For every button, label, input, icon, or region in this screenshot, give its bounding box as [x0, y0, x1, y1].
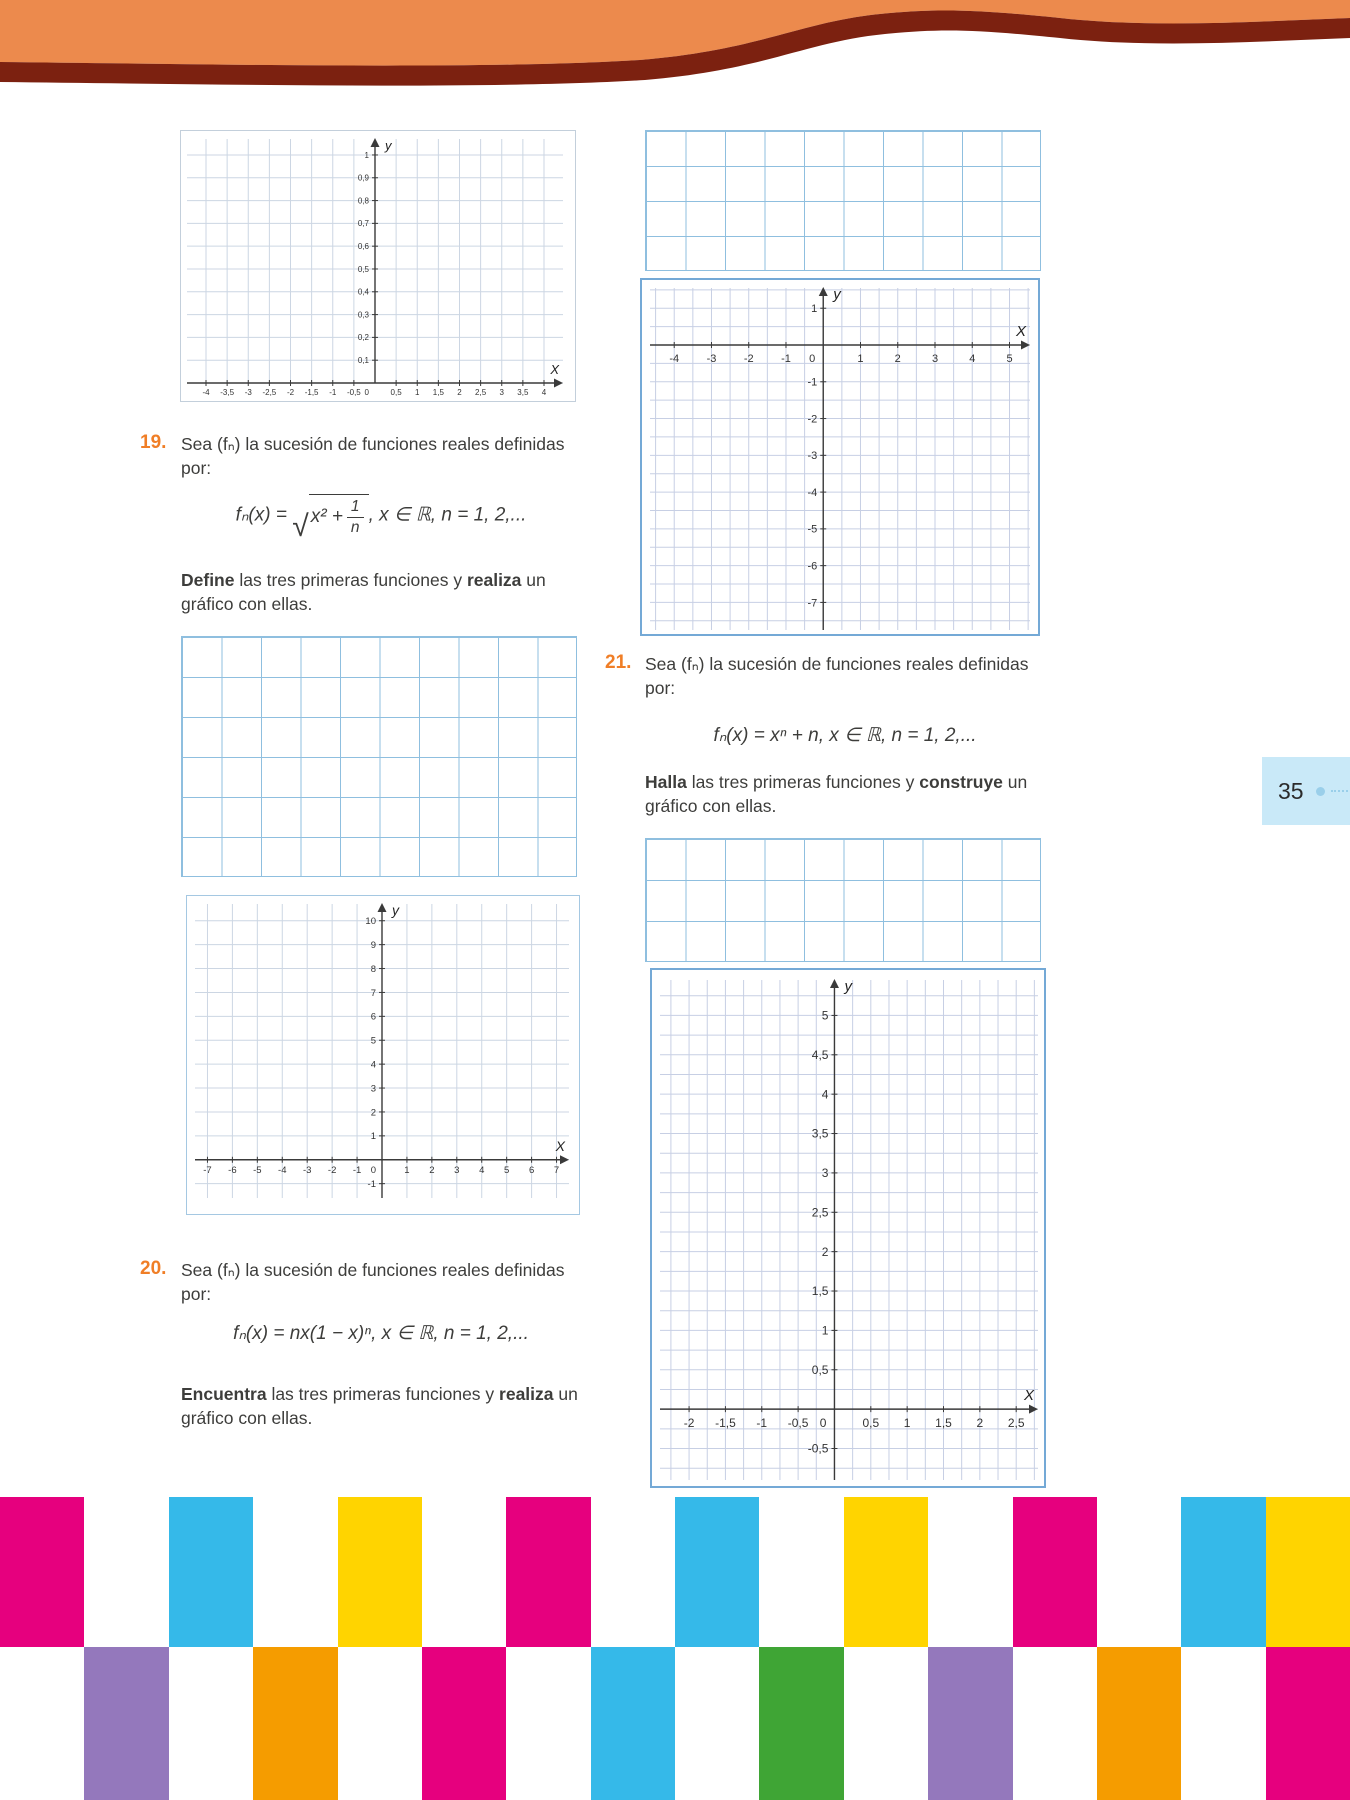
svg-text:-0,5: -0,5: [807, 1441, 829, 1456]
task-text-segment: Encuentra: [181, 1384, 267, 1404]
footer-block: [506, 1647, 590, 1800]
svg-text:10: 10: [365, 916, 376, 928]
svg-text:-7: -7: [807, 597, 818, 610]
svg-text:X: X: [1015, 323, 1026, 340]
footer-block: [844, 1647, 928, 1800]
svg-text:0,4: 0,4: [357, 287, 369, 297]
exercise-21-intro: Sea (fₙ) la sucesión de funciones reales definidas por:: [645, 654, 1029, 699]
footer-block: [0, 1647, 84, 1800]
radicand-text: x² +: [310, 506, 343, 528]
coordinate-graph-fine: [650, 968, 1046, 1488]
svg-text:1,5: 1,5: [935, 1416, 952, 1431]
footer-block: [1097, 1497, 1181, 1647]
svg-text:y: y: [844, 978, 852, 995]
answer-grid-right-top: [645, 130, 1041, 271]
task-text-segment: Define: [181, 570, 235, 590]
svg-text:4,5: 4,5: [811, 1048, 829, 1063]
svg-text:X: X: [555, 1137, 565, 1154]
exercise-19-task: [181, 568, 581, 616]
exercise-19-formula: [181, 494, 581, 543]
footer-block: [253, 1497, 337, 1647]
svg-text:0,5: 0,5: [811, 1362, 829, 1377]
svg-text:-1: -1: [756, 1416, 768, 1431]
svg-text:2,5: 2,5: [475, 388, 487, 397]
svg-text:2: 2: [457, 388, 462, 397]
svg-text:-6: -6: [228, 1164, 237, 1176]
svg-text:-4: -4: [202, 388, 210, 397]
svg-text:3: 3: [821, 1166, 829, 1181]
footer-block: [338, 1497, 422, 1647]
svg-text:0: 0: [370, 1164, 376, 1176]
svg-text:1: 1: [857, 353, 864, 365]
svg-text:0,5: 0,5: [390, 388, 402, 397]
svg-text:1: 1: [370, 1131, 376, 1143]
svg-text:3: 3: [370, 1083, 376, 1095]
footer-block: [1013, 1647, 1097, 1800]
svg-text:7: 7: [370, 987, 376, 999]
svg-text:0,2: 0,2: [357, 333, 369, 343]
svg-text:0,9: 0,9: [357, 173, 369, 183]
svg-text:2: 2: [821, 1244, 829, 1259]
coordinate-graph-unit-interval: [180, 130, 576, 402]
footer-block: [1181, 1647, 1265, 1800]
svg-text:-5: -5: [253, 1164, 262, 1176]
footer-block: [759, 1647, 843, 1800]
svg-text:-1: -1: [367, 1178, 376, 1190]
footer-block: [844, 1497, 928, 1647]
svg-text:y: y: [833, 286, 841, 303]
svg-text:2: 2: [429, 1164, 435, 1176]
svg-text:1,5: 1,5: [811, 1284, 829, 1299]
fraction-numerator: 1: [347, 498, 364, 518]
svg-text:-3: -3: [244, 388, 252, 397]
svg-text:5: 5: [370, 1035, 376, 1047]
svg-text:2,5: 2,5: [1007, 1416, 1025, 1431]
svg-text:-1: -1: [352, 1164, 362, 1176]
svg-text:y: y: [385, 138, 392, 153]
footer-block: [928, 1647, 1012, 1800]
task-text-segment: un gráfico con ellas.: [181, 570, 546, 615]
badge-dotted-line: [1331, 790, 1348, 792]
svg-text:-1,5: -1,5: [715, 1416, 736, 1431]
svg-text:0,8: 0,8: [357, 196, 369, 206]
svg-text:3,5: 3,5: [811, 1126, 829, 1141]
task-text-segment: Halla: [645, 772, 687, 792]
svg-text:1,5: 1,5: [432, 388, 444, 397]
footer-block: [928, 1497, 1012, 1647]
svg-text:1: 1: [821, 1323, 829, 1338]
footer-block: [0, 1497, 84, 1647]
page-number: 35: [1278, 777, 1304, 804]
coordinate-graph-negative-y: [640, 278, 1040, 636]
svg-text:-4: -4: [669, 353, 680, 365]
task-text-segment: construye: [919, 772, 1003, 792]
task-text-segment: las tres primeras funciones y: [266, 1384, 500, 1404]
exercise-19-number: 19.: [140, 432, 167, 453]
exercise-21-formula: fₙ(x) = xⁿ + n, x ∈ ℝ, n = 1, 2,...: [713, 725, 977, 746]
footer-color-strip-row2: [0, 1647, 1350, 1800]
footer-block: [84, 1497, 168, 1647]
formula-lhs: fₙ(x) =: [235, 504, 293, 526]
svg-text:y: y: [392, 902, 399, 918]
svg-text:-2: -2: [743, 353, 754, 365]
svg-text:-2: -2: [327, 1164, 337, 1176]
exercise-20-task: [181, 1382, 581, 1430]
svg-text:-3: -3: [302, 1164, 312, 1176]
svg-text:9: 9: [370, 939, 376, 951]
footer-block: [422, 1647, 506, 1800]
svg-text:4: 4: [969, 353, 976, 365]
svg-text:1: 1: [364, 150, 369, 160]
svg-text:7: 7: [553, 1164, 560, 1176]
svg-text:-3: -3: [807, 450, 818, 463]
svg-text:6: 6: [370, 1011, 376, 1023]
footer-block: [1097, 1647, 1181, 1800]
svg-text:4: 4: [370, 1059, 376, 1071]
svg-text:0: 0: [364, 388, 369, 397]
footer-color-strip-row1: [0, 1497, 1350, 1647]
svg-text:0,5: 0,5: [357, 264, 369, 274]
svg-text:0,3: 0,3: [357, 310, 369, 320]
svg-text:0,1: 0,1: [357, 355, 369, 365]
page-number-badge: [1262, 757, 1350, 825]
task-text-segment: realiza: [466, 570, 522, 590]
svg-text:-5: -5: [807, 523, 818, 536]
svg-text:X: X: [550, 362, 559, 377]
svg-text:0: 0: [819, 1416, 827, 1431]
fraction-denominator: n: [350, 518, 360, 536]
footer-block: [675, 1497, 759, 1647]
task-text-segment: un gráfico con ellas.: [645, 772, 1028, 817]
svg-text:2: 2: [370, 1107, 376, 1119]
svg-text:3: 3: [454, 1164, 460, 1176]
footer-block: [422, 1497, 506, 1647]
svg-text:2: 2: [894, 353, 901, 365]
svg-text:-6: -6: [807, 560, 818, 573]
footer-block: [1181, 1497, 1265, 1647]
svg-text:-1: -1: [329, 388, 337, 397]
svg-text:-2: -2: [683, 1416, 695, 1431]
exercise-20-intro: Sea (fₙ) la sucesión de funciones reales definidas por:: [181, 1260, 565, 1305]
svg-text:-2: -2: [807, 413, 818, 426]
exercise-20-number: 20.: [140, 1258, 167, 1279]
svg-text:3: 3: [931, 353, 939, 365]
header-wave-band: [0, 0, 1350, 100]
footer-block: [253, 1647, 337, 1800]
footer-block: [759, 1497, 843, 1647]
svg-text:-1: -1: [781, 353, 791, 365]
svg-text:-4: -4: [278, 1164, 287, 1176]
task-text-segment: las tres primeras funciones y: [234, 570, 467, 590]
svg-text:4: 4: [821, 1087, 829, 1102]
svg-text:8: 8: [370, 963, 376, 975]
svg-text:5: 5: [504, 1164, 510, 1176]
svg-text:0: 0: [809, 353, 816, 365]
svg-text:-3: -3: [706, 353, 717, 365]
exercise-21-task: [645, 770, 1045, 818]
exercise-20-formula: fₙ(x) = nx(1 − x)ⁿ, x ∈ ℝ, n = 1, 2,...: [233, 1323, 529, 1344]
footer-block: [169, 1497, 253, 1647]
answer-grid-left: [181, 636, 577, 877]
svg-text:2,5: 2,5: [811, 1205, 829, 1220]
svg-text:1: 1: [415, 388, 420, 397]
svg-text:2: 2: [976, 1416, 984, 1431]
svg-text:-2,5: -2,5: [262, 388, 277, 397]
footer-block: [506, 1497, 590, 1647]
fraction: [347, 498, 364, 537]
task-text-segment: las tres primeras funciones y: [686, 772, 920, 792]
task-text-segment: realiza: [499, 1384, 554, 1404]
footer-block: [591, 1647, 675, 1800]
svg-text:-1: -1: [807, 376, 818, 389]
svg-text:0,6: 0,6: [357, 241, 369, 251]
svg-text:-3,5: -3,5: [220, 388, 235, 397]
coordinate-graph-wide: [186, 895, 580, 1215]
footer-block: [591, 1497, 675, 1647]
svg-text:1: 1: [404, 1164, 410, 1176]
footer-block: [169, 1647, 253, 1800]
answer-grid-right-middle: [645, 838, 1041, 962]
sqrt-icon: √: [292, 509, 309, 543]
svg-text:-0,5: -0,5: [346, 388, 361, 397]
svg-text:4: 4: [479, 1164, 485, 1176]
formula-tail: , x ∈ ℝ, n = 1, 2,...: [368, 504, 527, 526]
svg-text:0,7: 0,7: [357, 219, 369, 229]
svg-text:-4: -4: [807, 486, 818, 499]
svg-text:6: 6: [528, 1164, 535, 1176]
svg-text:-1,5: -1,5: [304, 388, 319, 397]
footer-block: [338, 1647, 422, 1800]
svg-text:-2: -2: [286, 388, 295, 397]
svg-text:5: 5: [821, 1008, 829, 1023]
svg-text:3,5: 3,5: [517, 388, 529, 397]
svg-text:-7: -7: [203, 1164, 212, 1176]
footer-block: [675, 1647, 759, 1800]
svg-text:-0,5: -0,5: [787, 1416, 809, 1431]
footer-block: [1266, 1647, 1350, 1800]
footer-block: [1013, 1497, 1097, 1647]
footer-block: [84, 1647, 168, 1800]
footer-block: [1266, 1497, 1350, 1647]
exercise-21-number: 21.: [605, 652, 632, 673]
svg-text:4: 4: [541, 388, 547, 397]
badge-dot-icon: [1316, 787, 1325, 796]
exercise-19-intro: Sea (fₙ) la sucesión de funciones reales definidas por:: [181, 434, 565, 479]
svg-text:5: 5: [1006, 353, 1013, 365]
sqrt-expression: [292, 494, 368, 543]
svg-text:0,5: 0,5: [862, 1416, 880, 1431]
svg-text:X: X: [1023, 1387, 1034, 1405]
svg-text:3: 3: [499, 388, 504, 397]
svg-text:1: 1: [903, 1416, 911, 1431]
task-text-segment: un gráfico con ellas.: [181, 1384, 578, 1429]
svg-text:1: 1: [811, 303, 818, 316]
